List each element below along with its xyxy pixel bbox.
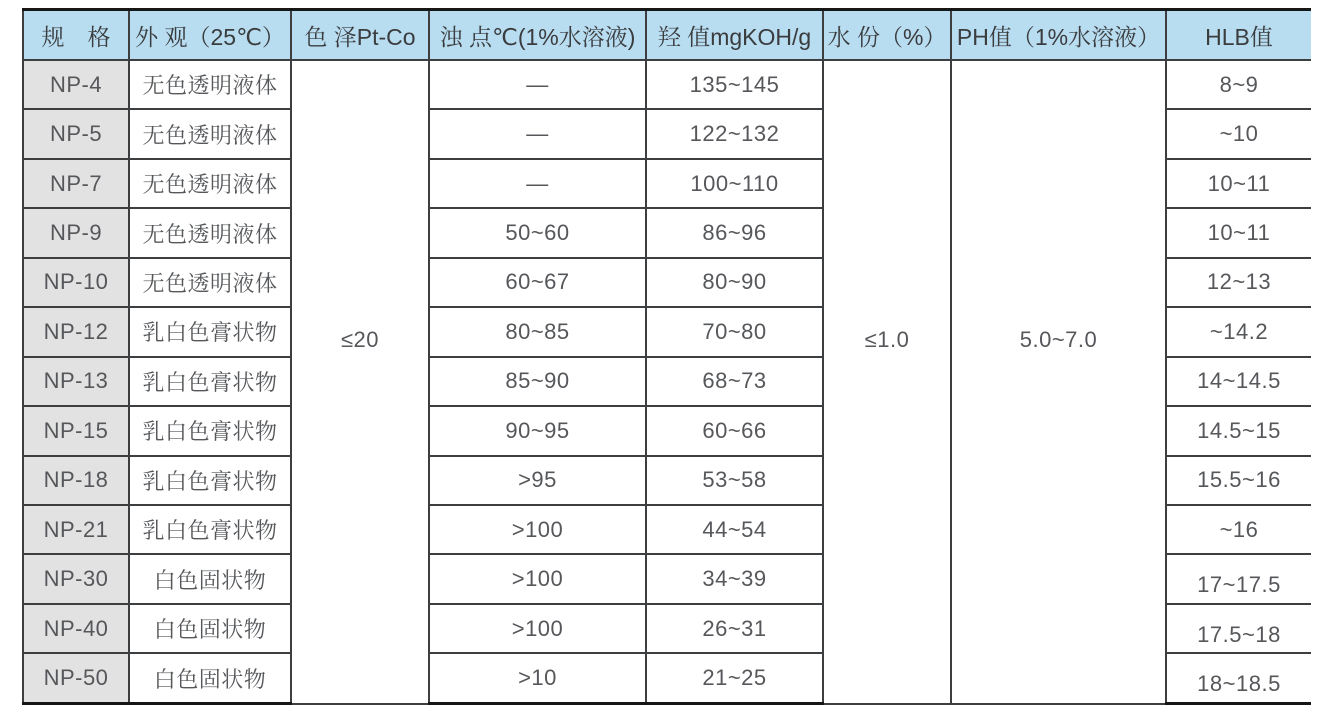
cell-hlb: ~14.2 [1166,307,1311,356]
cell-spec: NP-21 [23,505,129,554]
hlb-value: 17~17.5 [1197,572,1281,598]
cell-spec: NP-12 [23,307,129,356]
cell-hlb: ~16 [1166,505,1311,554]
cell-cloud-point: >100 [429,604,646,653]
color-value: ≤20 [340,326,380,352]
hlb-value: 18~18.5 [1197,671,1281,697]
cell-hydroxyl: 135~145 [646,60,823,109]
cell-hlb: 14~14.5 [1166,357,1311,406]
cell-appearance: 无色透明液体 [129,258,291,307]
cell-spec: NP-4 [23,60,129,109]
cell-hydroxyl: 122~132 [646,109,823,158]
cell-cloud-point: >95 [429,456,646,505]
cell-appearance: 白色固状物 [129,653,291,703]
cell-appearance: 无色透明液体 [129,60,291,109]
col-header-hlb: HLB值 [1166,10,1311,61]
cell-hydroxyl: 68~73 [646,357,823,406]
cell-appearance: 无色透明液体 [129,208,291,257]
cell-spec: NP-50 [23,653,129,703]
cell-spec: NP-40 [23,604,129,653]
col-header-hydroxyl: 羟 值mgKOH/g [646,10,823,61]
cell-cloud-point: — [429,109,646,158]
cell-cloud-point: 80~85 [429,307,646,356]
cell-spec: NP-7 [23,159,129,208]
table-row [23,60,1311,109]
cell-spec: NP-15 [23,406,129,455]
cell-hydroxyl: 60~66 [646,406,823,455]
cell-spec: NP-30 [23,554,129,603]
cell-cloud-point: 90~95 [429,406,646,455]
cell-hlb: 8~9 [1166,60,1311,109]
cell-hydroxyl: 80~90 [646,258,823,307]
cell-cloud-point: — [429,60,646,109]
cell-appearance: 白色固状物 [129,604,291,653]
np-product-spec-table [22,8,1311,705]
cell-hydroxyl: 21~25 [646,653,823,703]
cell-hlb: ~10 [1166,109,1311,158]
ph-value: 5.0~7.0 [1019,326,1098,352]
cell-appearance: 乳白色膏状物 [129,406,291,455]
header-row [23,10,1311,61]
moisture-value: ≤1.0 [864,326,910,352]
cell-spec: NP-13 [23,357,129,406]
cell-spec: NP-10 [23,258,129,307]
cell-hlb: 14.5~15 [1166,406,1311,455]
cell-cloud-point: >100 [429,505,646,554]
cell-hydroxyl: 26~31 [646,604,823,653]
cell-hydroxyl: 44~54 [646,505,823,554]
cell-hlb [1166,653,1311,703]
cell-spec: NP-18 [23,456,129,505]
cell-cloud-point: — [429,159,646,208]
cell-appearance: 无色透明液体 [129,109,291,158]
cell-hlb: 10~11 [1166,208,1311,257]
cell-cloud-point: >100 [429,554,646,603]
cell-spec: NP-9 [23,208,129,257]
col-header-moisture: 水 份（%） [823,10,951,61]
hlb-value: 17.5~18 [1197,621,1281,647]
cell-hlb: 12~13 [1166,258,1311,307]
cell-hlb [1166,604,1311,653]
col-header-color: 色 泽Pt-Co [291,10,429,61]
cell-appearance: 乳白色膏状物 [129,357,291,406]
col-header-spec: 规 格 [23,10,129,61]
col-header-cloud-point: 浊 点℃(1%水溶液) [429,10,646,61]
cell-hydroxyl: 34~39 [646,554,823,603]
cell-hydroxyl: 100~110 [646,159,823,208]
col-header-ph: PH值（1%水溶液） [951,10,1166,61]
cell-hydroxyl: 70~80 [646,307,823,356]
cell-hlb [1166,554,1311,603]
col-header-appearance: 外 观（25℃） [129,10,291,61]
cell-ph-merged [951,60,1166,704]
cell-cloud-point: 50~60 [429,208,646,257]
cell-spec: NP-5 [23,109,129,158]
cell-moisture-merged [823,60,951,704]
cell-appearance: 乳白色膏状物 [129,505,291,554]
cell-hydroxyl: 86~96 [646,208,823,257]
cell-hlb: 15.5~16 [1166,456,1311,505]
cell-cloud-point: >10 [429,653,646,703]
cell-appearance: 无色透明液体 [129,159,291,208]
cell-cloud-point: 60~67 [429,258,646,307]
cell-color-merged [291,60,429,704]
cell-cloud-point: 85~90 [429,357,646,406]
cell-hydroxyl: 53~58 [646,456,823,505]
cell-appearance: 乳白色膏状物 [129,456,291,505]
cell-appearance: 乳白色膏状物 [129,307,291,356]
cell-hlb: 10~11 [1166,159,1311,208]
cell-appearance: 白色固状物 [129,554,291,603]
